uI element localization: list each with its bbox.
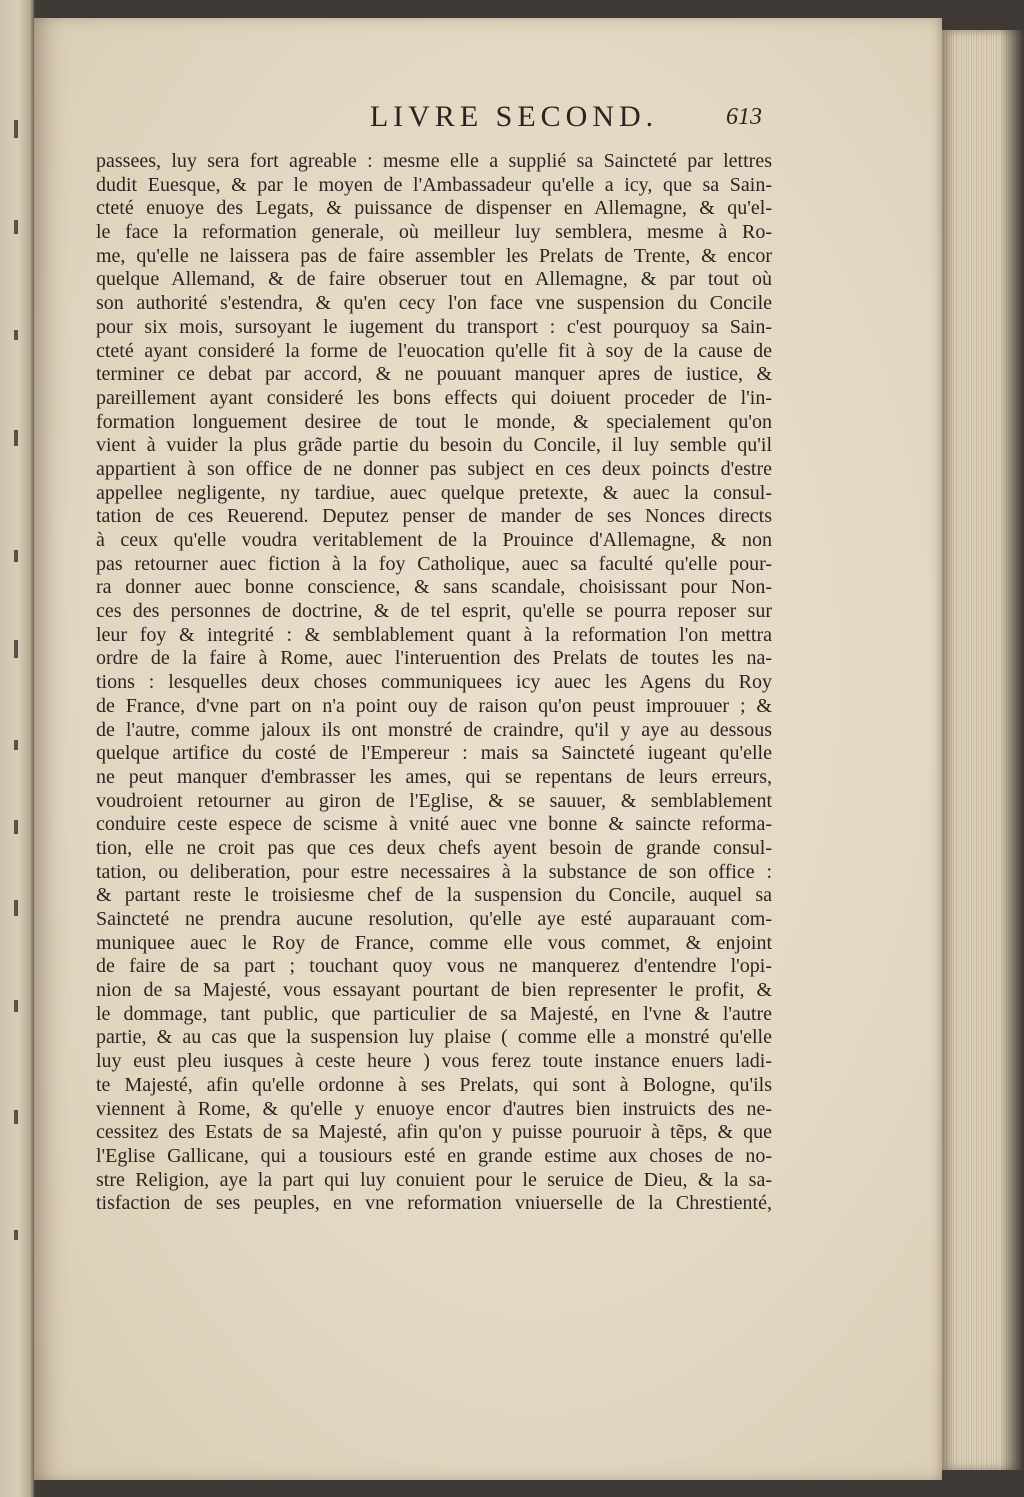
text-line: le dommage, tant public, que particulier de sa Majesté, en l'vne & l'autre	[96, 1002, 772, 1025]
margin-mark	[14, 550, 18, 562]
text-line: pour six mois, sursoyant le iugement du transport : c'est pourquoy sa Sain-	[96, 315, 772, 338]
text-line: conduire ceste espece de scisme à vnité auec vne bonne & saincte reforma-	[96, 813, 772, 836]
text-line: muniquee auec le Roy de France, comme elle vous commet, & enjoint	[96, 931, 772, 954]
text-line: terminer ce debat par accord, & ne pouuant manquer apres de iustice, &	[96, 363, 772, 386]
text-line: appellee negligente, ny tardiue, auec quelque pretexte, & auec la consul-	[96, 481, 772, 504]
body-text	[96, 150, 772, 1216]
margin-mark	[14, 820, 18, 834]
running-head: LIVRE SECOND.	[369, 100, 659, 133]
text-line: viennent à Rome, & qu'elle y enuoye encor d'autres bien instruicts des ne-	[96, 1097, 772, 1120]
text-line: ne peut manquer d'embrasser les ames, qui se repentans de leurs erreurs,	[96, 765, 772, 788]
margin-mark	[14, 900, 18, 916]
text-line: cteté ayant consideré la forme de l'euocation qu'elle fit à soy de la cause de	[96, 339, 772, 362]
text-line: l'Eglise Gallicane, qui a tousiours esté en grande estime aux choses de no-	[96, 1144, 772, 1167]
text-line: me, qu'elle ne laissera pas de faire assembler les Prelats de Trente, & encor	[96, 244, 772, 267]
text-line: stre Religion, aye la part qui luy conuient pour le seruice de Dieu, & la sa-	[96, 1168, 772, 1191]
text-line: de faire de sa part ; touchant quoy vous ne manquerez d'entendre l'opi-	[96, 955, 772, 978]
text-line: luy eust pleu iusques à ceste heure ) vous ferez toute instance enuers ladi-	[96, 1050, 772, 1073]
text-line: son authorité s'estendra, & qu'en cecy l'on face vne suspension du Concile	[96, 292, 772, 315]
margin-mark	[14, 1000, 18, 1012]
margin-mark	[14, 220, 18, 234]
text-line: cessitez des Estats de sa Majesté, afin qu'on y puisse pouruoir à tẽps, & que	[96, 1121, 772, 1144]
text-line: voudroient retourner au giron de l'Eglise, & se sauuer, & semblablement	[96, 789, 772, 812]
left-page-show-through-marks	[0, 100, 34, 1400]
text-line: de France, d'vne part on n'a point ouy de raison qu'on peust improuuer ; &	[96, 694, 772, 717]
text-line: à ceux qu'elle voudra veritablement de la Prouince d'Allemagne, & non	[96, 529, 772, 551]
margin-mark	[14, 330, 18, 340]
text-line: quelque artifice du costé de l'Empereur : mais sa Saincteté iugeant qu'elle	[96, 742, 772, 765]
text-line: formation longuement desiree de tout le monde, & specialement qu'on	[96, 410, 772, 433]
text-line: ces des personnes de doctrine, & de tel esprit, qu'elle se pourra reposer sur	[96, 600, 772, 623]
text-line: pareillement ayant consideré les bons effects qui doiuent proceder de l'in-	[96, 386, 772, 409]
text-line: tation de ces Reuerend. Deputez penser de mander de ses Nonces directs	[96, 505, 772, 528]
text-line: nion de sa Majesté, vous essayant pourtant de bien representer le profit, &	[96, 979, 772, 1002]
margin-mark	[14, 1110, 18, 1124]
text-line: pas retourner auec fiction à la foy Catholique, auec sa faculté qu'elle pour-	[96, 552, 772, 575]
margin-mark	[14, 740, 18, 750]
margin-mark	[14, 430, 18, 446]
text-line: cteté enuoye des Legats, & puissance de dispenser en Allemagne, & qu'el-	[96, 197, 772, 220]
text-line: vient à vuider la plus grãde partie du besoin du Concile, il luy semble qu'il	[96, 434, 772, 457]
margin-mark	[14, 1230, 18, 1240]
margin-mark	[14, 120, 18, 138]
text-line: tion, elle ne croit pas que ces deux chefs ayent besoin de grande consul-	[96, 836, 772, 859]
text-line: & partant reste le troisiesme chef de la suspension du Concile, auquel sa	[96, 884, 772, 907]
book-page	[34, 18, 942, 1480]
text-line: partie, & au cas que la suspension luy plaise ( comme elle a monstré qu'elle	[96, 1026, 772, 1049]
text-line: leur foy & integrité : & semblablement quant à la reformation l'on mettra	[96, 623, 772, 646]
margin-mark	[14, 640, 18, 658]
text-line: de l'autre, comme jaloux ils ont monstré de craindre, qu'il y aye au dessous	[96, 718, 772, 741]
text-line: Saincteté ne prendra aucune resolution, qu'elle aye esté auparauant com-	[96, 908, 772, 930]
text-line: appartient à son office de ne donner pas subject en ces deux poincts d'estre	[96, 457, 772, 480]
text-line: ra donner auec bonne conscience, & sans scandale, choisissant pour Non-	[96, 576, 772, 599]
text-line: quelque Allemand, & de faire obseruer tout en Allemagne, & par tout où	[96, 268, 772, 291]
text-line: passees, luy sera fort agreable : mesme elle a supplié sa Saincteté par lettres	[96, 150, 772, 172]
book-cover-edge	[1000, 30, 1024, 1470]
text-line: le face la reformation generale, où meilleur luy semblera, mesme à Ro-	[96, 221, 772, 244]
page-number: 613	[726, 104, 762, 130]
text-line: te Majesté, afin qu'elle ordonne à ses Prelats, qui sont à Bologne, qu'ils	[96, 1073, 772, 1096]
text-line: dudit Euesque, & par le moyen de l'Ambassadeur qu'elle a icy, que sa Sain-	[96, 173, 772, 196]
text-line: tions : lesquelles deux choses communiquees icy auec les Agens du Roy	[96, 671, 772, 694]
text-line: tation, ou deliberation, pour estre necessaires à la substance de son office :	[96, 860, 772, 883]
text-line: ordre de la faire à Rome, auec l'interuention des Prelats de toutes les na-	[96, 647, 772, 670]
text-line: tisfaction de ses peuples, en vne reformation vniuerselle de la Chrestienté,	[96, 1192, 772, 1215]
